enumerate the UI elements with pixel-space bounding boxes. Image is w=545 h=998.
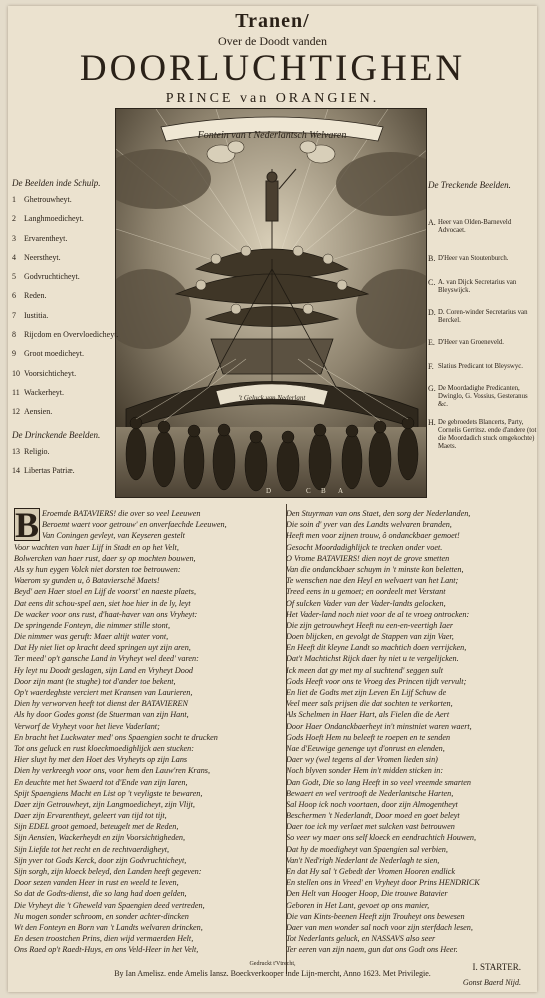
legend-left-label: Godvruchticheyt. <box>24 272 80 282</box>
poem-line: Nu mogen sonder schroom, en sonder achter-dincken <box>14 911 189 921</box>
legend-right-key: E. <box>428 338 435 347</box>
poem-line: Tot ons geluck en rust kloeckmoedighlijck aen stucken: <box>14 743 194 753</box>
legend-left-number: 14 <box>12 465 20 475</box>
poem-line: En dat Hy sal 't Gebedt der Vromen Hooren endlick <box>286 867 456 876</box>
poem-line: Het Vader-land noch niet voor de al te vroeg ontrocken: <box>286 609 470 619</box>
poem-line: Daer wy (wel tegens al der Vromen lieden sin) <box>286 755 438 765</box>
poem-line: Geboren in Het Lant, gevoet op ons manier, <box>286 900 430 910</box>
footer-motto: Gonst Baerd Nijd. <box>462 978 521 987</box>
poem-line: Ick meen dat gy met my al suchtend' seggen sult <box>286 665 444 675</box>
legend-left-number: 7 <box>12 310 16 320</box>
poem-line: De wacker voor ons rust, d'haat-haver van ons Vryheyt: <box>14 609 198 619</box>
poem-line: En bracht het Luckwater med' ons Spaengien socht te drucken <box>14 732 218 742</box>
poem-line: Doen blijcken, en gevolgt de Stappen van zijn Vaer, <box>286 632 454 642</box>
legend-right-item <box>428 385 538 409</box>
poem-line: So dat de Godts-dienst, die so lang had doen gelden, <box>14 889 187 899</box>
poem-line: Gods Heeft voor ons te Vroeg des Princen tijdt vervult; <box>286 676 467 686</box>
legend-right-item <box>428 219 538 235</box>
legend-left-item <box>12 195 112 214</box>
poem-line: Wt den Fonteyn en Born van 't Landts welvaren drincken, <box>14 922 203 932</box>
poem-line: En desen troostchen Prins, dien wijd vermaerden Helt, <box>14 934 194 944</box>
poem-line: Door sezen vanden Heer in rust en weeld te leven, <box>14 878 179 888</box>
legend-left-item <box>12 330 119 349</box>
legend-left-label: Iustitia. <box>24 310 49 320</box>
legend-left-item <box>12 407 112 426</box>
poem-line: Dat eens dit schou-spel aen, siet hoe hier in de ly, leyt <box>14 598 191 608</box>
poem-line: Den Stuyrman van ons Staet, den sorg der Nederlanden, <box>286 509 471 518</box>
legend-left-heading-2: De Drinckende Beelden. <box>12 429 101 440</box>
poem-line: Ter eeren van zijn naem, gun dat ons Godt ons Heer. <box>286 945 458 955</box>
legend-left-list-2 <box>12 447 112 486</box>
engraving-basin-label: 't Geluck van Nederlant <box>238 394 306 402</box>
poem-line: Bewaert en wel vertrooft de Nederlantsche Harten, <box>286 788 454 798</box>
poem-line: Dat hy de moedigheyt van Spaengien sal verbien, <box>286 844 448 854</box>
legend-left-label: Ghetrouwheyt. <box>24 195 72 204</box>
poem-line: O Vrome BATAVIERS! dien noyt de grove smetten <box>286 553 450 563</box>
poem-line: Daer zijn Ervarentheyt, geleert van tijd tot tijt, <box>14 811 167 821</box>
poem-line: Van die ondanckbaer schuym in 't minste kon beletten, <box>286 564 464 574</box>
poem-line: Sijn sorgh, zijn kloeck beleyd, den Landen heeft gegeven: <box>14 867 202 876</box>
poem-line: Ter meed' op't gansche Land in Vryheyt wel deed' varen: <box>14 654 199 664</box>
legend-right-item <box>428 255 538 263</box>
legend-left-label: Groot moedicheyt. <box>24 349 84 359</box>
legend-left-item <box>12 349 112 368</box>
legend-right-key: H. <box>428 418 436 427</box>
poem-line: Daer toe ick my verlaet met sulcken vast betrouwen <box>286 822 455 832</box>
drop-cap: B <box>15 505 40 545</box>
legend-right-item <box>428 419 538 451</box>
poem-line: Ons Raed op't Raedt-Huys, en ons Veld-Heer in het Velt, <box>14 945 199 955</box>
legend-left-number: 12 <box>12 407 20 417</box>
poem-line: Dan Godt, Die so lang Heeft in so veel vreemde smarten <box>286 777 472 787</box>
legend-left-number: 2 <box>12 214 16 224</box>
legend-left-label: Aensien. <box>24 407 53 417</box>
poem-line: Noch blyven sonder Hem in't midden sticken in: <box>286 766 444 776</box>
legend-right-key: C. <box>428 278 436 287</box>
poem-line: Van't Ned'righ Nederlant de Nederlagh te sien, <box>286 855 440 865</box>
footer-publisher: By Ian Amelisz. ende Amelis Iansz. Boeckverkooper inde Lijn-mercht, Anno 1623. Met Privilegie. <box>114 969 431 978</box>
poem-line: Dien hy verworven heeft tot dienst der BATAVIEREN <box>14 699 188 709</box>
title-main: DOORLUCHTIGHEN <box>79 48 466 89</box>
legend-right-text: Slatius Predicant tot Bleyswyc. <box>438 363 523 370</box>
poem-line: Gods Hoeft Hem nu beleeft te roepen en te senden <box>286 732 451 742</box>
legend-right-item <box>428 309 538 325</box>
legend-left <box>12 178 119 485</box>
legend-right-item <box>428 279 538 295</box>
poem-line: Sijn Aensien, Wackerheydt en zijn Voorsichtigheden, <box>14 833 186 843</box>
legend-left-list <box>12 195 119 427</box>
legend-right-heading: De Treckende Beelden. <box>428 180 511 190</box>
poem-line: Nae d'Eeuwige genenge uyt d'onrust en elenden, <box>286 743 445 753</box>
legend-left-item <box>12 291 112 310</box>
legend-right-key: B. <box>428 254 436 263</box>
poem-line: Dat Hy niet liet op kracht deed springen uyt zijn aren, <box>14 643 191 653</box>
poem-line: Hier sluyt hy met den Hoet des Vryheyts op zijn Lans <box>14 755 188 765</box>
poem-line: Heeft men voor zijnen trouw, ô ondanckbaer gemoet! <box>286 531 460 541</box>
poem-line: Door Haer Ondanckbaerheyt in't minstniet waren waert, <box>286 721 472 731</box>
legend-left-number: 8 <box>12 330 16 340</box>
poem-line: Veel meer sals prijsen die dat sochten te verkorten, <box>286 699 453 709</box>
poem-line: Die soin d' yver van des Landts welvaren branden, <box>286 520 452 530</box>
legend-left-label: Neerstheyt. <box>24 252 61 262</box>
poem-line: Beroemt waert voor getrouw' en onverfaechde Leeuwen, <box>42 520 227 530</box>
engraving-letter-a: A <box>338 487 344 495</box>
legend-left-item <box>12 447 112 466</box>
legend-right-text: De gebroedets Blancerts, Party, Cornelis Gerritsz. ende d'andere (tot die Moordadich stuck omgekochte) Maets. <box>438 419 537 450</box>
legend-left-number: 5 <box>12 272 16 282</box>
legend-left-number: 3 <box>12 233 16 243</box>
poem-line: Sijn EDEL groot gemoed, beteugelt met de Reden, <box>14 822 179 832</box>
poem-line: Die van Kints-beenen Heeft zijn Trouheyt ons bewesen <box>286 911 465 921</box>
poem-left-column <box>14 505 286 956</box>
poem-line: Die zijn getrouwheyt Heeft nu een-en-veertigh Iaer <box>286 620 454 630</box>
legend-left-label: Religio. <box>24 446 50 456</box>
engraving-fountain <box>115 108 427 498</box>
legend-right-text: A. van Dijck Secretarius van Bleyswijck. <box>438 279 517 294</box>
poem-line: Dat't Machtichst Rijck daer hy niet u te vergelijcken. <box>286 654 459 664</box>
poem-line: Door zijn mant (te stughe) tot d'ander toe bekent, <box>14 676 176 686</box>
legend-right-key: A. <box>428 218 436 227</box>
title-subtitle: Over de Doodt vanden <box>218 34 327 48</box>
poem-line: Daer zijn Getrouwheyt, zijn Langmoedicheyt, zijn Vlijt, <box>14 799 195 809</box>
poem-line: Daer van men wonder sal noch voor zijn sterfdach lesen, <box>286 922 473 932</box>
legend-right-key: D. <box>428 308 436 317</box>
poem-line: Waerom sy gunden u, ô Batavierschë Maets! <box>14 576 160 586</box>
poem-line: En deuchte met het Swaerd tot d'Ende van zijn Iaren, <box>14 777 188 787</box>
footer-signature: I. STARTER. <box>472 962 521 972</box>
poem-line: Spijt Spaengiens Macht en List op 't veyligste te bewaren, <box>14 788 203 798</box>
poem-line: Op't waerdeghste verciert met Kransen van Laurieren, <box>14 688 193 697</box>
poem-line: Als sy hun eygen Volck niet dorsten toe betrouwen: <box>14 564 181 574</box>
poem-line: Bolwercken van haer rust, daer sy op mochten bouwen, <box>14 553 196 563</box>
legend-left-label: Rijcdom en Overvloedicheyt. <box>24 330 119 340</box>
poem-line: Te wenschen nae den Heyl en welvaert van het Lant; <box>286 576 459 586</box>
legend-right-list <box>428 197 538 457</box>
legend-right <box>428 180 538 457</box>
poem-right-column <box>286 508 536 956</box>
legend-left-item <box>12 311 112 330</box>
legend-left-item <box>12 272 112 291</box>
legend-right-item <box>428 339 538 347</box>
legend-right-text: D'Heer van Stoutenburch. <box>438 255 509 262</box>
legend-right-text: De Moordadighe Predicanten, Dwinglo, G. Vossius, Gesteranus &c. <box>438 385 528 408</box>
engraving-illustration <box>116 109 427 498</box>
poem-line: En liet de Godts met zijn Leven En Lijf Schuw de <box>286 688 447 697</box>
legend-right-text: D. Coren-winder Secretarius van Berckel. <box>438 309 528 324</box>
poem-line: En Heeft dit kleyne Landt so machtich doen verrijcken, <box>286 643 467 653</box>
poem-line: Eroemde BATAVIERS! die over so veel Leeuwen <box>42 509 201 518</box>
legend-left-heading: De Beelden inde Schulp. <box>12 178 101 188</box>
poem-line: Gesocht Moordadighlijck te trecken onder voet. <box>286 542 443 552</box>
poem-line: Tot Nederlants geluck, en NASSAVS also seer <box>286 934 436 944</box>
legend-left-label: Libertas Patriæ. <box>24 465 75 475</box>
legend-right-text: Heer van Olden-Barneveld Advocaet. <box>438 219 512 234</box>
poem-line: So veer wy maer ons self kloeck en eendrachtich Houwen, <box>286 833 477 843</box>
legend-right-item <box>428 363 538 371</box>
legend-left-item <box>12 466 112 485</box>
legend-left-label: Ervarentheyt. <box>24 233 68 243</box>
poem-line: Den Helt van Hooger Hoop, Die trouwe Batavier <box>286 889 448 899</box>
legend-left-label: Voorsichticheyt. <box>24 368 77 378</box>
legend-left-number: 9 <box>12 349 16 359</box>
legend-left-number: 10 <box>12 368 20 378</box>
legend-left-number: 11 <box>12 387 20 397</box>
poem-line: Als Schelmen in Haer Hart, als Fielen die de Aert <box>286 710 450 720</box>
legend-right-key: F. <box>428 362 434 371</box>
legend-right-key: G. <box>428 384 436 393</box>
poem-line: Sijn Liefde tot het recht en de rechtvaerdigheyt, <box>14 844 170 854</box>
legend-left-label: Wackerheyt. <box>24 387 64 397</box>
footer-printed: Gedruckt t'Vtrecht, <box>249 961 296 967</box>
poem-line: Voor wachten van haer Lijf in Stadt en op het Velt, <box>14 542 179 552</box>
poem-line: Treed eens in u gemoet; en oordeelt met Verstant <box>286 587 446 597</box>
legend-left-item <box>12 369 112 388</box>
legend-left-item <box>12 234 112 253</box>
poem-line: Als hy door Godes gonst (de Stuerman van zijn Hant, <box>14 710 189 720</box>
legend-left-label: Reden. <box>24 291 47 301</box>
legend-left-number: 13 <box>12 446 20 456</box>
engraving-letter-d: D <box>266 487 272 495</box>
legend-right-text: D'Heer van Groeneveld. <box>438 339 504 346</box>
engraving-banner: Fontein van t Nederlantsch Welvaren <box>197 130 347 141</box>
poem-line: De springende Fonteyn, die nimmer stille stont, <box>14 620 170 630</box>
poem-line: Die Vryheyt die 't Gheweld van Spaengien deed vertreden, <box>14 900 205 910</box>
engraving-letter-b: B <box>321 487 326 495</box>
engraving-letter-c: C <box>306 487 311 495</box>
legend-left-label: Langhmoedicheyt. <box>24 214 84 224</box>
poem-line: Sal Hoop ick noch voortaen, door zijn Almogentheyt <box>286 799 458 809</box>
poem-line: Beyd' aen Haer stoel en Lijf de voorst' en naeste plaets, <box>14 587 196 597</box>
title-prince: PRINCE van ORANGIEN. <box>165 91 380 106</box>
poem-line: Hy leyt nu Doodt geslagen, sijn Land en Vryheyt Dood <box>14 665 194 675</box>
legend-left-item <box>12 253 112 272</box>
poem-line: Verworf de Vryheyt voor het lieve Vaderlant; <box>14 721 160 731</box>
legend-left-number: 1 <box>12 195 16 204</box>
poem-line: Beschermen 't Nederlandt, Door moed en goet beleyt <box>286 811 460 821</box>
poem-line: Dien hy verkreegh voor ons, voor hem den Lauw'ren Krans, <box>14 766 211 776</box>
poem-line: En stellen ons in Vreed' en Vryheyt door Prins HENDRICK <box>286 878 480 888</box>
poem-line: Of sulcken Vader van der Vader-landts gelocken, <box>286 598 446 608</box>
legend-left-item <box>12 214 112 233</box>
title-tranen: Tranen/ <box>235 10 310 32</box>
legend-left-number: 4 <box>12 252 16 262</box>
poem-line: Van Coningen gevleyt, van Keyseren gestelt <box>42 531 185 541</box>
legend-left-number: 6 <box>12 291 16 301</box>
poem-line: Die nimmer was geruft: Maer altijt water vont, <box>14 632 169 642</box>
poem-line: Sijn yver tot Gods Kerck, door zijn Godvruchticheyt, <box>14 855 187 865</box>
legend-left-item <box>12 388 112 407</box>
